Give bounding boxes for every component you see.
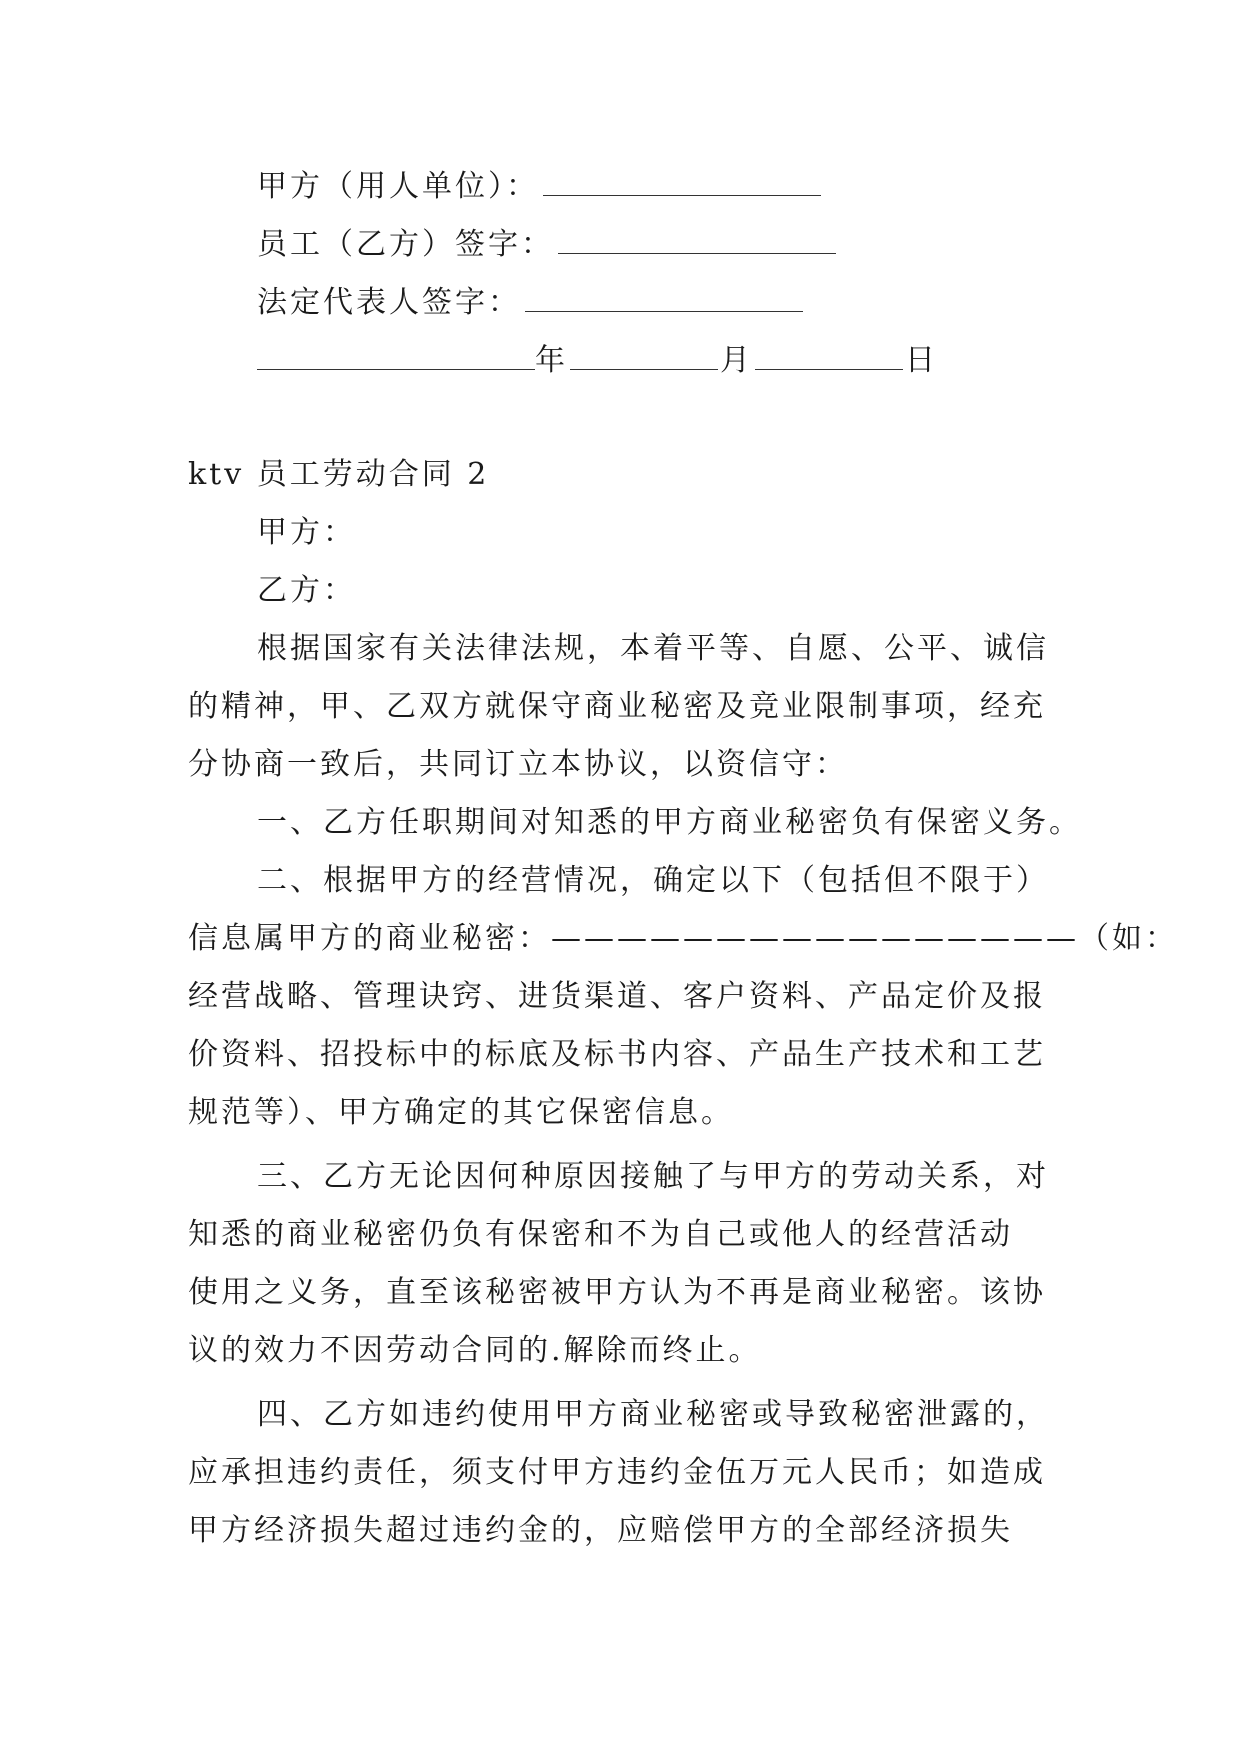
clause-4-line-3: 甲方经济损失超过违约金的，应赔偿甲方的全部经济损失 bbox=[188, 1513, 1013, 1548]
party-b-line: 乙方： bbox=[257, 573, 356, 608]
clause-3-line-1: 三、乙方无论因何种原因接触了与甲方的劳动关系，对 bbox=[257, 1159, 1049, 1194]
legal-rep-blank bbox=[525, 310, 803, 312]
preamble-line-3: 分协商一致后，共同订立本协议，以资信守： bbox=[188, 747, 848, 782]
legal-rep-label: 法定代表人签字： bbox=[257, 285, 521, 320]
clause-3-line-3: 使用之义务，直至该秘密被甲方认为不再是商业秘密。该协 bbox=[188, 1275, 1046, 1310]
employee-label: 员工（乙方）签字： bbox=[257, 227, 554, 262]
contract-title: ktv 员工劳动合同 2 bbox=[188, 457, 490, 492]
clause-2-line-4: 价资料、招投标中的标底及标书内容、产品生产技术和工艺 bbox=[188, 1037, 1046, 1072]
clause-2-line-3: 经营战略、管理诀窍、进货渠道、客户资料、产品定价及报 bbox=[188, 979, 1046, 1014]
clause-2-line-5: 规范等）、甲方确定的其它保密信息。 bbox=[188, 1095, 734, 1130]
employee-signature-line bbox=[257, 227, 836, 262]
year-label: 年 bbox=[535, 343, 568, 378]
day-label: 日 bbox=[905, 343, 938, 378]
legal-rep-signature-line bbox=[257, 285, 803, 320]
party-a-signature-line bbox=[257, 169, 821, 204]
clause-2-line-1: 二、根据甲方的经营情况，确定以下（包括但不限于） bbox=[257, 863, 1049, 898]
year-blank bbox=[257, 368, 535, 370]
clause-4-line-2: 应承担违约责任，须支付甲方违约金伍万元人民币；如造成 bbox=[188, 1455, 1046, 1490]
month-label: 月 bbox=[720, 343, 753, 378]
day-blank bbox=[755, 368, 903, 370]
party-a-line: 甲方： bbox=[257, 515, 356, 550]
employee-blank bbox=[558, 252, 836, 254]
clause-4-line-1: 四、乙方如违约使用甲方商业秘密或导致秘密泄露的， bbox=[257, 1397, 1049, 1432]
party-a-label: 甲方（用人单位）： bbox=[257, 169, 539, 204]
preamble-line-2: 的精神，甲、乙双方就保守商业秘密及竞业限制事项，经充 bbox=[188, 689, 1046, 724]
date-line bbox=[257, 343, 938, 378]
clause-3-line-2: 知悉的商业秘密仍负有保密和不为自己或他人的经营活动 bbox=[188, 1217, 1013, 1252]
clause-3-line-4: 议的效力不因劳动合同的.解除而终止。 bbox=[188, 1333, 762, 1368]
party-a-blank bbox=[543, 194, 821, 196]
month-blank bbox=[570, 368, 718, 370]
preamble-line-1: 根据国家有关法律法规，本着平等、自愿、公平、诚信 bbox=[257, 631, 1049, 666]
clause-1: 一、乙方任职期间对知悉的甲方商业秘密负有保密义务。 bbox=[257, 805, 1082, 840]
clause-2-line-2: 信息属甲方的商业秘密：————————————————（如： bbox=[188, 921, 1178, 956]
